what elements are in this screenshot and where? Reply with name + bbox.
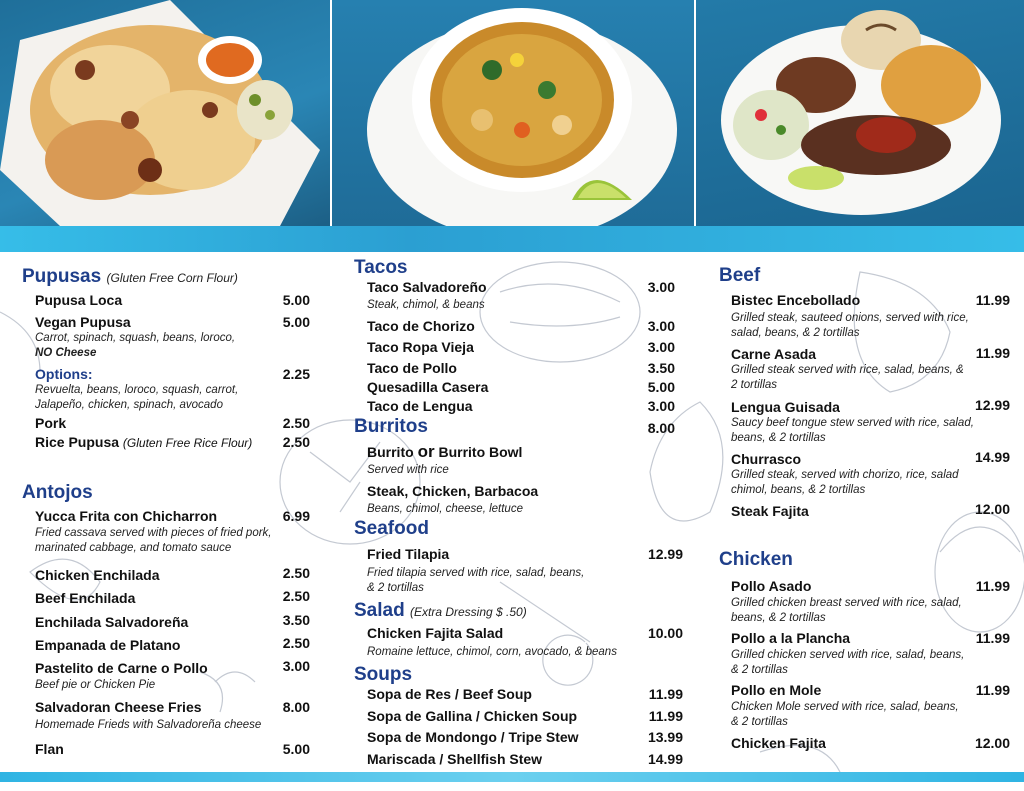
flan-name: Flan (35, 741, 64, 757)
churrasco-desc: Grilled steak, served with chorizo, rice, salad chimol, beans, & 2 tortillas (731, 469, 959, 496)
beef-enchilada-name: Beef Enchilada (35, 590, 136, 606)
rice-pupusa-name: Rice Pupusa (Gluten Free Rice Flour) (35, 434, 253, 450)
taco-salvadoreno-name: Taco Salvadoreño (367, 279, 487, 295)
flan-price: 5.00 (282, 741, 310, 757)
burritos-price: 8.00 (647, 420, 675, 436)
chicken-fajita-salad-desc: Romaine lettuce, chimol, corn, avocado, & beans (367, 646, 617, 658)
soup-photo (332, 0, 694, 226)
beef-enchilada-price: 2.50 (282, 588, 310, 604)
pollo-plancha-price: 11.99 (975, 630, 1010, 646)
pollo-plancha-name: Pollo a la Plancha (731, 630, 851, 646)
options-desc: Revuelta, beans, loroco, squash, carrot, Jalapeño, chicken, spinach, avocado (35, 384, 239, 411)
cheese-fries-price: 8.00 (282, 699, 310, 715)
sopa-mondongo-name: Sopa de Mondongo / Tripe Stew (367, 729, 579, 745)
taco-lengua-name: Taco de Lengua (367, 398, 473, 414)
mariscada-name: Mariscada / Shellfish Stew (367, 751, 543, 767)
lengua-guisada-name: Lengua Guisada (731, 399, 840, 415)
beef-plate-photo (696, 0, 1024, 226)
vegan-pupusa-desc: Carrot, spinach, squash, beans, loroco, NO Cheese (35, 332, 236, 359)
yucca-desc: Fried cassava served with pieces of fried pork, marinated cabbage, and tomato sauce (35, 527, 272, 554)
options-price: 2.25 (282, 366, 310, 382)
vegan-pupusa-price: 5.00 (282, 314, 310, 330)
bistec-desc: Grilled steak, sauteed onions, served with rice, salad, beans, & 2 tortillas (731, 312, 969, 339)
empanada-price: 2.50 (282, 635, 310, 651)
pollo-plancha-desc: Grilled chicken served with rice, salad, beans, & 2 tortillas (731, 649, 965, 676)
pollo-mole-desc: Chicken Mole served with rice, salad, beans, & 2 tortillas (731, 701, 959, 728)
soups-heading: Soups (354, 664, 413, 685)
burrito-bowl-desc: Served with rice (367, 464, 449, 476)
bistec-name: Bistec Encebollado (731, 292, 861, 308)
fried-tilapia-desc: Fried tilapia served with rice, salad, beans, & 2 tortillas (367, 567, 585, 594)
sopa-mondongo-price: 13.99 (647, 729, 683, 745)
steak-fajita-name: Steak Fajita (731, 503, 809, 519)
chicken-fajita-salad-name: Chicken Fajita Salad (367, 625, 504, 641)
taco-lengua-price: 3.00 (647, 398, 675, 414)
pollo-mole-name: Pollo en Mole (731, 682, 822, 698)
steak-fajita-price: 12.00 (974, 501, 1010, 517)
carne-asada-name: Carne Asada (731, 346, 817, 362)
pork-price: 2.50 (282, 415, 310, 431)
cheese-fries-desc: Homemade Frieds with Salvadoreña cheese (35, 719, 262, 731)
sopa-gallina-price: 11.99 (648, 708, 683, 724)
quesadilla-name: Quesadilla Casera (367, 379, 489, 395)
salad-heading: Salad (Extra Dressing $ .50) (354, 600, 527, 621)
pupusas-photo (0, 0, 330, 226)
rice-pupusa-price: 2.50 (282, 434, 310, 450)
tacos-heading: Tacos (354, 257, 408, 278)
pastelito-name: Pastelito de Carne o Pollo (35, 660, 208, 676)
taco-pollo-name: Taco de Pollo (367, 360, 457, 376)
pollo-mole-price: 11.99 (975, 682, 1010, 698)
photo-strip (0, 0, 1024, 226)
pastelito-price: 3.00 (282, 658, 310, 674)
taco-salvadoreno-desc: Steak, chimol, & beans (367, 299, 485, 311)
cheese-fries-name: Salvadoran Cheese Fries (35, 699, 202, 715)
carne-asada-desc: Grilled steak served with rice, salad, beans, & 2 tortillas (731, 364, 964, 391)
taco-pollo-price: 3.50 (647, 360, 675, 376)
burrito-fillings-desc: Beans, chimol, cheese, lettuce (367, 503, 523, 515)
sopa-res-name: Sopa de Res / Beef Soup (367, 686, 532, 702)
mariscada-price: 14.99 (647, 751, 683, 767)
taco-ropa-vieja-name: Taco Ropa Vieja (367, 339, 474, 355)
top-accent-band (0, 226, 1024, 252)
burrito-fillings-name: Steak, Chicken, Barbacoa (367, 483, 539, 499)
pollo-asado-name: Pollo Asado (731, 578, 812, 594)
enchilada-salvadorena-name: Enchilada Salvadoreña (35, 614, 189, 630)
bistec-price: 11.99 (975, 292, 1010, 308)
lengua-guisada-price: 12.99 (974, 397, 1010, 413)
vegan-pupusa-name: Vegan Pupusa (35, 314, 131, 330)
taco-salvadoreno-price: 3.00 (647, 279, 675, 295)
chicken-fajita-name: Chicken Fajita (731, 735, 826, 751)
churrasco-name: Churrasco (731, 451, 802, 467)
chicken-enchilada-name: Chicken Enchilada (35, 567, 160, 583)
empanada-name: Empanada de Platano (35, 637, 181, 653)
chicken-heading: Chicken (719, 549, 793, 570)
fried-tilapia-price: 12.99 (647, 546, 683, 562)
pollo-asado-desc: Grilled chicken breast served with rice, salad, beans, & 2 tortillas (731, 597, 962, 624)
beef-heading: Beef (719, 265, 761, 286)
pupusas-heading: Pupusas (Gluten Free Corn Flour) (22, 266, 238, 287)
burrito-bowl-name: Burrito or Burrito Bowl (367, 442, 523, 461)
sopa-res-price: 11.99 (648, 686, 683, 702)
pollo-asado-price: 11.99 (975, 578, 1010, 594)
pork-name: Pork (35, 415, 67, 431)
sopa-gallina-name: Sopa de Gallina / Chicken Soup (367, 708, 578, 724)
seafood-heading: Seafood (354, 518, 429, 539)
pupusa-loca-price: 5.00 (282, 292, 310, 308)
chicken-fajita-salad-price: 10.00 (647, 625, 683, 641)
taco-chorizo-price: 3.00 (647, 318, 675, 334)
quesadilla-price: 5.00 (647, 379, 675, 395)
antojos-heading: Antojos (22, 482, 93, 503)
churrasco-price: 14.99 (974, 449, 1010, 465)
chicken-fajita-price: 12.00 (974, 735, 1010, 751)
pupusa-loca-name: Pupusa Loca (35, 292, 123, 308)
taco-ropa-vieja-price: 3.00 (647, 339, 675, 355)
pastelito-desc: Beef pie or Chicken Pie (35, 679, 156, 691)
chicken-enchilada-price: 2.50 (282, 565, 310, 581)
yucca-price: 6.99 (282, 508, 310, 524)
fried-tilapia-name: Fried Tilapia (367, 546, 450, 562)
yucca-name: Yucca Frita con Chicharron (35, 508, 218, 524)
enchilada-salvadorena-price: 3.50 (282, 612, 310, 628)
bottom-accent-band (0, 772, 1024, 782)
burritos-heading: Burritos (354, 416, 428, 437)
taco-chorizo-name: Taco de Chorizo (367, 318, 475, 334)
carne-asada-price: 11.99 (975, 345, 1010, 361)
options-label: Options: (35, 366, 93, 382)
lengua-guisada-desc: Saucy beef tongue stew served with rice, salad, beans, & 2 tortillas (731, 417, 974, 444)
